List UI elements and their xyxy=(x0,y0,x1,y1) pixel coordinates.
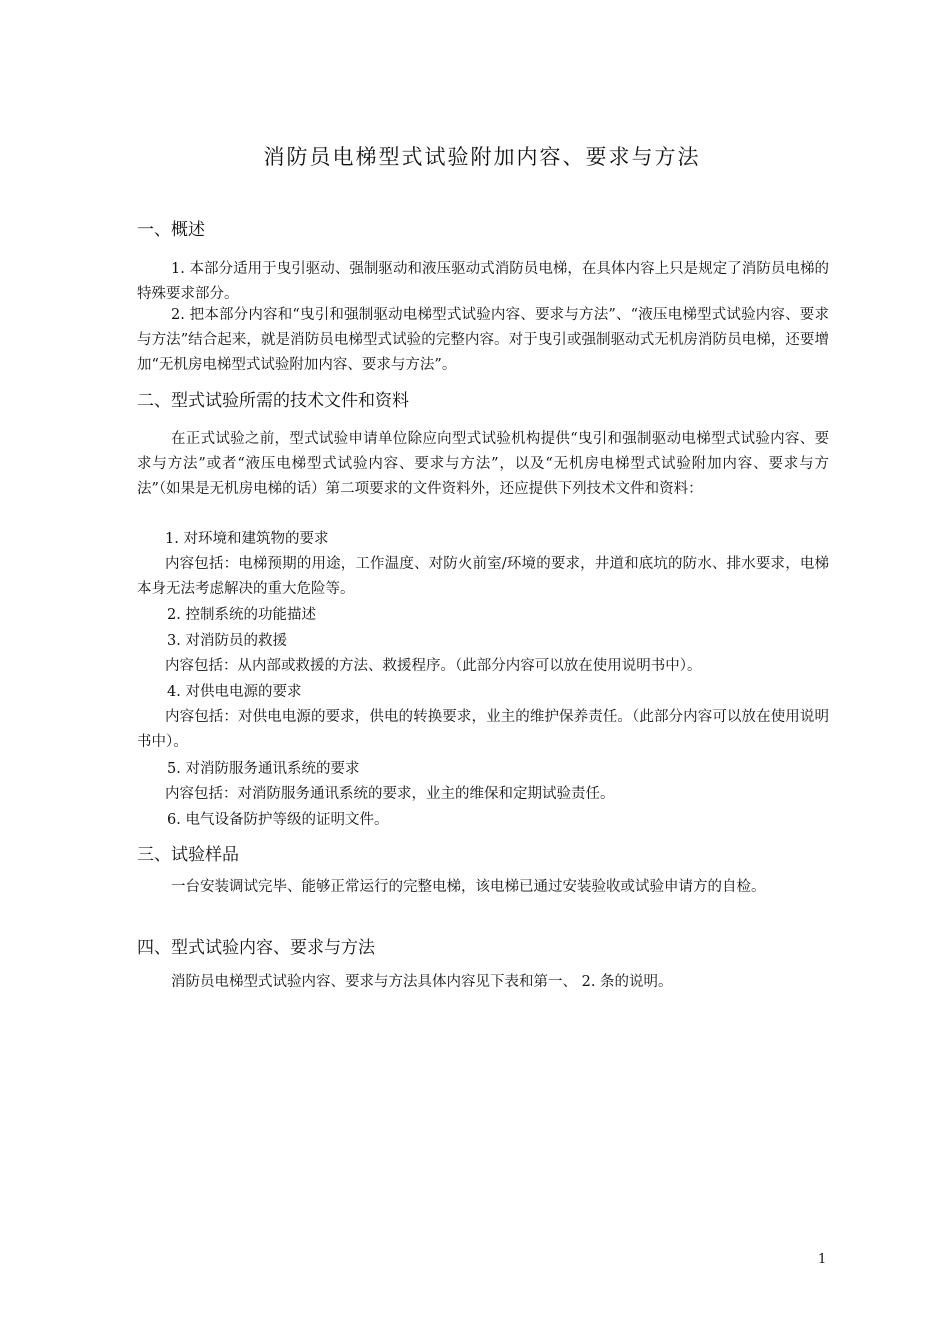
overview-paragraph-1: 1. 本部分适用于曳引驱动、强制驱动和液压驱动式消防员电梯，在具体内容上只是规定了消防员电梯的特殊要求部分。 xyxy=(137,261,829,302)
document-title: 消防员电梯型式试验附加内容、要求与方法 xyxy=(263,145,701,169)
documents-item-3: 3. 对消防员的救援 xyxy=(167,633,287,649)
documents-item-1-content: 内容包括：电梯预期的用途，工作温度、对防火前室/环境的要求，井道和底坑的防水、排水要求，电梯本身无法考虑解决的重大危险等。 xyxy=(137,556,829,597)
test-content-paragraph: 消防员电梯型式试验内容、要求与方法具体内容见下表和第一、 2. 条的说明。 xyxy=(171,974,673,990)
documents-item-4: 4. 对供电电源的要求 xyxy=(167,684,302,700)
section-heading-test-content: 四、型式试验内容、要求与方法 xyxy=(137,938,375,958)
section-heading-sample: 三、试验样品 xyxy=(137,845,239,865)
documents-item-6: 6. 电气设备防护等级的证明文件。 xyxy=(167,812,389,828)
section-heading-overview: 一、概述 xyxy=(137,220,205,240)
documents-item-5: 5. 对消防服务通讯系统的要求 xyxy=(167,761,360,777)
documents-item-2: 2. 控制系统的功能描述 xyxy=(167,607,316,623)
sample-paragraph: 一台安装调试完毕、能够正常运行的完整电梯，该电梯已通过安装验收或试验申请方的自检。 xyxy=(171,879,766,895)
documents-item-4-content: 内容包括：对供电电源的要求，供电的转换要求，业主的维护保养责任。（此部分内容可以放在使用说明书中）。 xyxy=(137,709,829,750)
documents-item-5-content: 内容包括：对消防服务通讯系统的要求，业主的维保和定期试验责任。 xyxy=(165,786,615,802)
documents-item-3-content: 内容包括：从内部或救援的方法、救援程序。（此部分内容可以放在使用说明书中）。 xyxy=(165,658,702,674)
overview-paragraph-2: 2. 把本部分内容和“曳引和强制驱动电梯型式试验内容、要求与方法”、“液压电梯型式试验内容、要求与方法”结合起来，就是消防员电梯型式试验的完整内容。对于曳引或强制驱动式无机房消防员电梯，还要增加“无机房电梯型式试验附加内容、要求与方法”。 xyxy=(137,307,829,373)
page-number: 1 xyxy=(818,1252,827,1267)
documents-item-1: 1. 对环境和建筑物的要求 xyxy=(165,531,329,547)
section-heading-documents: 二、型式试验所需的技术文件和资料 xyxy=(137,391,409,411)
documents-intro-paragraph: 在正式试验之前，型式试验申请单位除应向型式试验机构提供“曳引和强制驱动电梯型式试验内容、要求与方法”或者“液压电梯型式试验内容、要求与方法”，以及“无机房电梯型式试验附加内容、要求与方法”（如果是无机房电梯的话）第二项要求的文件资料外，还应提供下列技术文件和资料： xyxy=(137,431,829,497)
